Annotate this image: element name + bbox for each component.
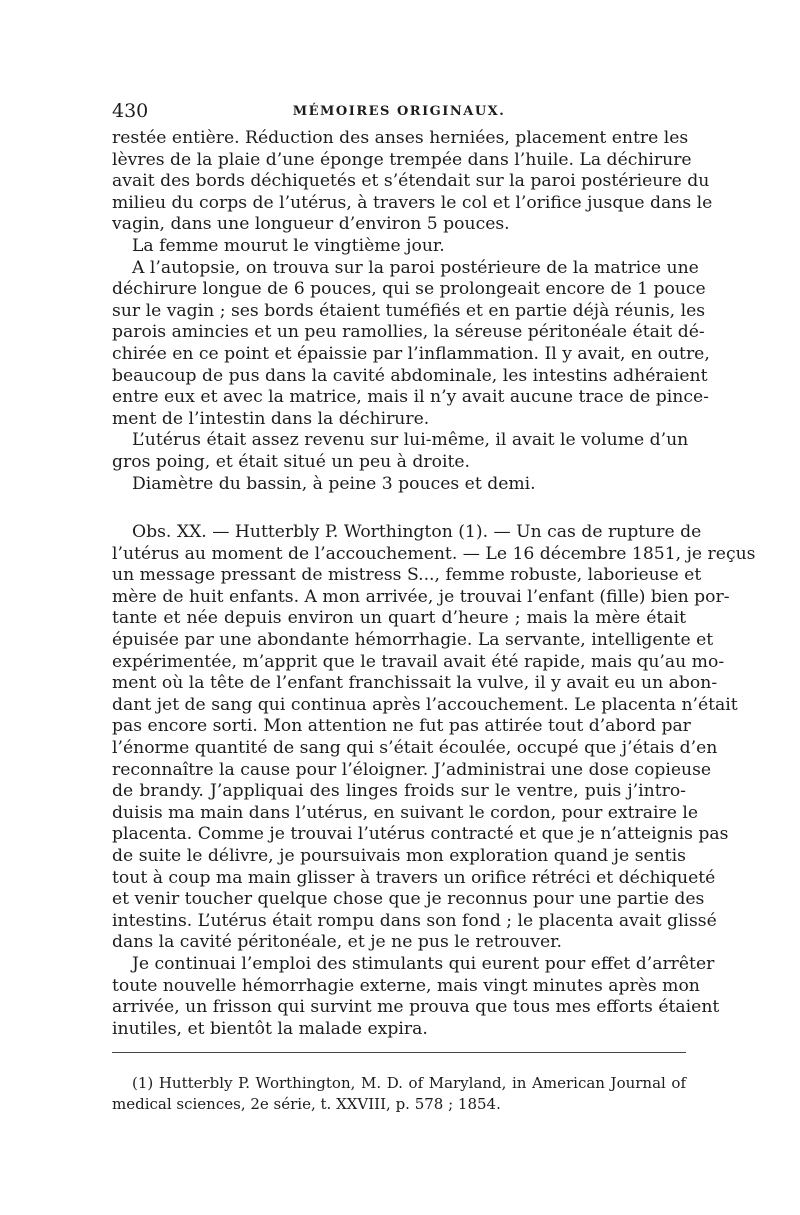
text-line: L’utérus était assez revenu sur lui-même, il avait le volume d’un (132, 430, 689, 451)
text-line: beaucoup de pus dans la cavité abdominale, les intestins adhéraient (112, 365, 708, 386)
text-line: milieu du corps de l’utérus, à travers le col et l’orifice jusque dans le (112, 192, 713, 213)
text-line: La femme mourut le vingtième jour. (132, 235, 445, 256)
text-line: placenta. Comme je trouvai l’utérus contracté et que je n’atteignis pas (112, 824, 729, 845)
book-page (112, 100, 756, 1115)
footnote (112, 1073, 686, 1115)
text-line: avait des bords déchiquetés et s’étendait sur la paroi postérieure du (112, 171, 710, 192)
running-title: MÉMOIRES ORIGINAUX. (292, 104, 506, 119)
text-line: parois amincies et un peu ramollies, la séreuse péritonéale était dé- (112, 322, 705, 343)
paragraph (112, 128, 713, 236)
text-line: expérimentée, m’apprit que le travail avait été rapide, mais qu’au mo- (112, 651, 725, 672)
text-line: épuisée par une abondante hémorrhagie. La servante, intelligente et (112, 630, 714, 651)
text-line: arrivée, un frisson qui survint me prouva que tous mes efforts étaient (112, 997, 720, 1018)
text-line: reconnaître la cause pour l’éloigner. J’administrai une dose copieuse (112, 759, 712, 780)
footnote-rule (112, 1052, 686, 1053)
text-line: restée entière. Réduction des anses herniées, placement entre les (112, 128, 689, 148)
text-line: l’utérus au moment de l’accouchement. — Le 16 décembre 1851, je reçus (112, 543, 756, 564)
running-head (112, 100, 686, 126)
paragraph (112, 953, 720, 1040)
text-line: entre eux et avec la matrice, mais il n’y avait aucune trace de pince- (112, 387, 709, 408)
footnote-line: medical sciences, 2e série, t. XXVIII, p. 578 ; 1854. (112, 1095, 501, 1114)
text-line: dant jet de sang qui continua après l’accouchement. Le placenta n’était (112, 694, 738, 715)
page-number: 430 (112, 100, 149, 122)
text-line: chirée en ce point et épaissie par l’inflammation. Il y avait, en outre, (112, 343, 710, 364)
text-line: ment de l’intestin dans la déchirure. (112, 408, 430, 429)
paragraph (112, 257, 710, 431)
paragraph (112, 236, 686, 258)
paragraph (112, 430, 689, 473)
text-line: vagin, dans une longueur d’environ 5 pouces. (112, 214, 510, 235)
text-line: tante et née depuis environ un quart d’heure ; mais la mère était (112, 608, 686, 629)
text-line: ment où la tête de l’enfant franchissait la vulve, il y avait eu un abon- (112, 673, 718, 694)
paragraph (112, 474, 686, 496)
text-line: intestins. L’utérus était rompu dans son fond ; le placenta avait glissé (112, 910, 717, 931)
text-line: tout à coup ma main glisser à travers un orifice rétréci et déchiqueté (112, 867, 716, 888)
text-line: A l’autopsie, on trouva sur la paroi postérieure de la matrice une (132, 257, 699, 278)
text-line: Diamètre du bassin, à peine 3 pouces et demi. (132, 473, 536, 494)
text-line: l’énorme quantité de sang qui s’était écoulée, occupé que j’étais d’en (112, 738, 718, 759)
text-line: mère de huit enfants. A mon arrivée, je trouvai l’enfant (fille) bien por- (112, 586, 730, 607)
text-line: gros poing, et était situé un peu à droite. (112, 451, 470, 472)
text-line: toute nouvelle hémorrhagie externe, mais vingt minutes après mon (112, 975, 700, 996)
text-line: de suite le délivre, je poursuivais mon exploration quand je sentis (112, 846, 686, 866)
text-line: et venir toucher quelque chose que je reconnus pour une partie des (112, 889, 705, 910)
text-line: un message pressant de mistress S..., femme robuste, laborieuse et (112, 565, 702, 586)
text-line: inutiles, et bientôt la malade expira. (112, 1018, 428, 1039)
paragraph (112, 522, 756, 954)
section-gap (112, 495, 686, 522)
text-line: pas encore sorti. Mon attention ne fut pas attirée tout d’abord par (112, 716, 691, 737)
text-line: sur le vagin ; ses bords étaient tuméfiés et en partie déjà réunis, les (112, 300, 706, 321)
text-line: déchirure longue de 6 pouces, qui se prolongeait encore de 1 pouce (112, 279, 706, 300)
body-text (112, 128, 756, 1040)
text-line: duisis ma main dans l’utérus, en suivant le cordon, pour extraire le (112, 802, 699, 823)
footnotes (112, 1073, 686, 1115)
text-line: dans la cavité péritonéale, et je ne pus le retrouver. (112, 932, 562, 953)
text-line: Obs. XX. — Hutterbly P. Worthington (1). — Un cas de rupture de (132, 522, 702, 543)
text-line: de brandy. J’appliquai des linges froids sur le ventre, puis j’intro- (112, 781, 686, 802)
footnote-line: (1) Hutterbly P. Worthington, M. D. of Maryland, in American Journal of (132, 1074, 686, 1093)
text-line: lèvres de la plaie d’une éponge trempée dans l’huile. La déchirure (112, 149, 692, 170)
text-line: Je continuai l’emploi des stimulants qui eurent pour effet d’arrêter (132, 953, 715, 974)
